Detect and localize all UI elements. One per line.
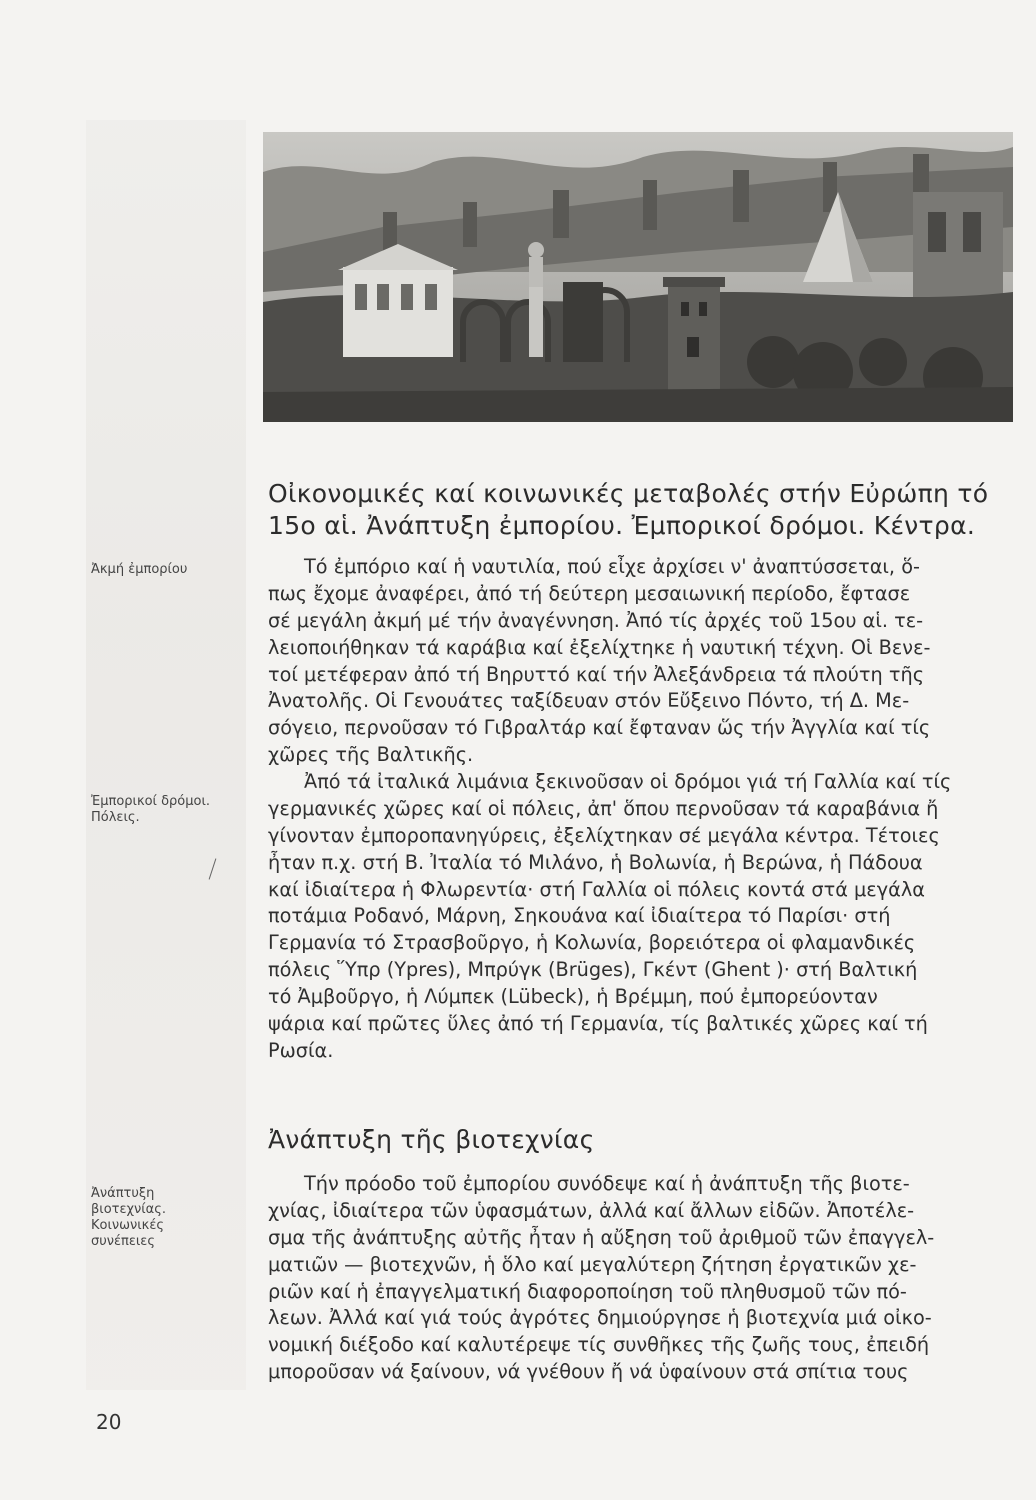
paragraph-line: ποτάμια Ροδανό, Μάρνη, Σηκουάνα καί ἰδιαίτερα τό Παρίσι· στή xyxy=(268,904,891,928)
paragraph-line: ριῶν καί ἡ ἐπαγγελματική διαφοροποίηση τοῦ πληθυσμοῦ τῶν πό- xyxy=(268,1279,907,1303)
paragraph-line: σόγειο, περνοῦσαν τό Γιβραλτάρ καί ἔφταναν ὥς τήν Ἀγγλία καί τίς xyxy=(268,716,931,740)
side-note-line: Ἐμπορικοί δρόμοι. xyxy=(91,794,211,809)
side-note-line: Πόλεις. xyxy=(91,810,140,825)
page-number: 20 xyxy=(96,1410,122,1434)
paragraph-line: ἦταν π.χ. στή Β. Ἰταλία τό Μιλάνο, ἡ Βολωνία, ἡ Βερώνα, ἡ Πάδουα xyxy=(268,850,923,874)
paragraph-line: Τό ἐμπόριο καί ἡ ναυτιλία, πού εἶχε ἀρχίσει ν' ἀναπτύσσεται, ὅ- xyxy=(304,555,920,578)
side-note-line: Κοινωνικές xyxy=(91,1218,165,1233)
heading-line: 15ο αἱ. Ἀνάπτυξη ἐμπορίου. Ἐμπορικοί δρόμοι. Κέντρα. xyxy=(268,511,976,540)
paragraph-line: πόλεις Ὕπρ (Ypres), Μπρύγκ (Brüges), Γκέντ (Ghent )· στή Βαλτική xyxy=(268,958,918,982)
paragraph-line: καί ἰδιαίτερα ἡ Φλωρεντία· στή Γαλλία οἱ πόλεις κοντά στά μεγάλα xyxy=(268,877,925,901)
side-note-trade-routes xyxy=(91,794,210,826)
paragraph-trade-routes xyxy=(268,769,1008,1065)
side-note-trade-peak-text: Ἀκμή ἐμπορίου xyxy=(91,562,188,577)
city-illustration xyxy=(263,132,1013,422)
paragraph-line: λεων. Ἀλλά καί γιά τούς ἀγρότες δημιούργησε ἡ βιοτεχνία μιά οἰκο- xyxy=(268,1306,932,1330)
paragraph-line: σμα τῆς ἀνάπτυξης αὐτῆς ἦταν ἡ αὔξηση τοῦ ἀριθμοῦ τῶν ἐπαγγελ- xyxy=(268,1225,935,1249)
paragraph-line: Ἀνατολῆς. Οἱ Γενουάτες ταξίδευαν στόν Εὔξεινο Πόντο, τή Δ. Με- xyxy=(268,689,910,713)
paragraph-trade-peak xyxy=(268,554,1008,769)
paragraph-line: μποροῦσαν νά ξαίνουν, νά γνέθουν ἤ νά ὑφαίνουν στά σπίτια τους xyxy=(268,1360,909,1384)
side-note-line: συνέπειες xyxy=(91,1234,155,1249)
paragraph-line: Γερμανία τό Στρασβοῦργο, ἡ Κολωνία, βορειότερα οἱ φλαμανδικές xyxy=(268,931,916,955)
side-note-line: Ἀνάπτυξη xyxy=(91,1186,155,1201)
paragraph-line: χνίας, ἰδιαίτερα τῶν ὑφασμάτων, ἀλλά καί ἄλλων εἰδῶν. Ἀποτέλε- xyxy=(268,1198,915,1222)
paragraph-line: ματιῶν — βιοτεχνῶν, ἡ ὅλο καί μεγαλύτερη ζήτηση ἐργατικῶν χε- xyxy=(268,1252,917,1276)
paragraph-line: Τήν πρόοδο τοῦ ἐμπορίου συνόδεψε καί ἡ ἀνάπτυξη τῆς βιοτε- xyxy=(304,1172,910,1195)
paragraph-line: γερμανικές χῶρες καί οἱ πόλεις, ἀπ' ὅπου περνοῦσαν τά καραβάνια ἤ xyxy=(268,796,939,820)
paragraph-line: ψάρια καί πρῶτες ὕλες ἀπό τή Γερμανία, τίς βαλτικές χῶρες καί τή xyxy=(268,1012,928,1036)
paragraph-line: χῶρες τῆς Βαλτικῆς. xyxy=(268,743,474,767)
paragraph-line: λειοποιήθηκαν τά καράβια καί ἐξελίχτηκε ἡ ναυτική τέχνη. Οἱ Βενε- xyxy=(268,635,931,659)
paragraph-line: τοί μετέφεραν ἀπό τή Βηρυττό καί τήν Ἀλεξάνδρεια τά πλούτη τῆς xyxy=(268,662,925,686)
heading-line: Ἀνάπτυξη τῆς βιοτεχνίας xyxy=(268,1125,595,1154)
side-note-crafts xyxy=(91,1186,166,1250)
side-note-line: βιοτεχνίας. xyxy=(91,1202,167,1217)
heading-line: Οἰκονομικές καί κοινωνικές μεταβολές στήν Εὐρώπη τό xyxy=(268,479,989,508)
side-note-trade-peak xyxy=(91,562,187,578)
paragraph-line: πως ἔχομε ἀναφέρει, ἀπό τή δεύτερη μεσαιωνική περίοδο, ἔφτασε xyxy=(268,581,911,605)
section-heading-economy xyxy=(268,478,1008,542)
paragraph-line: νομική διέξοδο καί καλυτέρεψε τίς συνθῆκες τῆς ζωῆς τους, ἐπειδή xyxy=(268,1333,930,1357)
section-heading-crafts xyxy=(268,1124,1008,1156)
paragraph-line: Ρωσία. xyxy=(268,1038,334,1062)
paragraph-crafts xyxy=(268,1171,1008,1386)
city-painting-image xyxy=(263,132,1013,422)
paragraph-line: Ἀπό τά ἰταλικά λιμάνια ξεκινοῦσαν οἱ δρόμοι γιά τή Γαλλία καί τίς xyxy=(304,770,952,793)
paragraph-line: σέ μεγάλη ἀκμή μέ τήν ἀναγέννηση. Ἀπό τίς ἀρχές τοῦ 15ου αἱ. τε- xyxy=(268,608,924,632)
paragraph-line: τό Ἀμβοῦργο, ἡ Λύμπεκ (Lübeck), ἡ Βρέμμη, πού ἐμπορεύονταν xyxy=(268,985,878,1009)
paragraph-line: γίνονταν ἐμποροπανηγύρεις, ἐξελίχτηκαν σέ μεγάλα κέντρα. Τέτοιες xyxy=(268,823,940,847)
